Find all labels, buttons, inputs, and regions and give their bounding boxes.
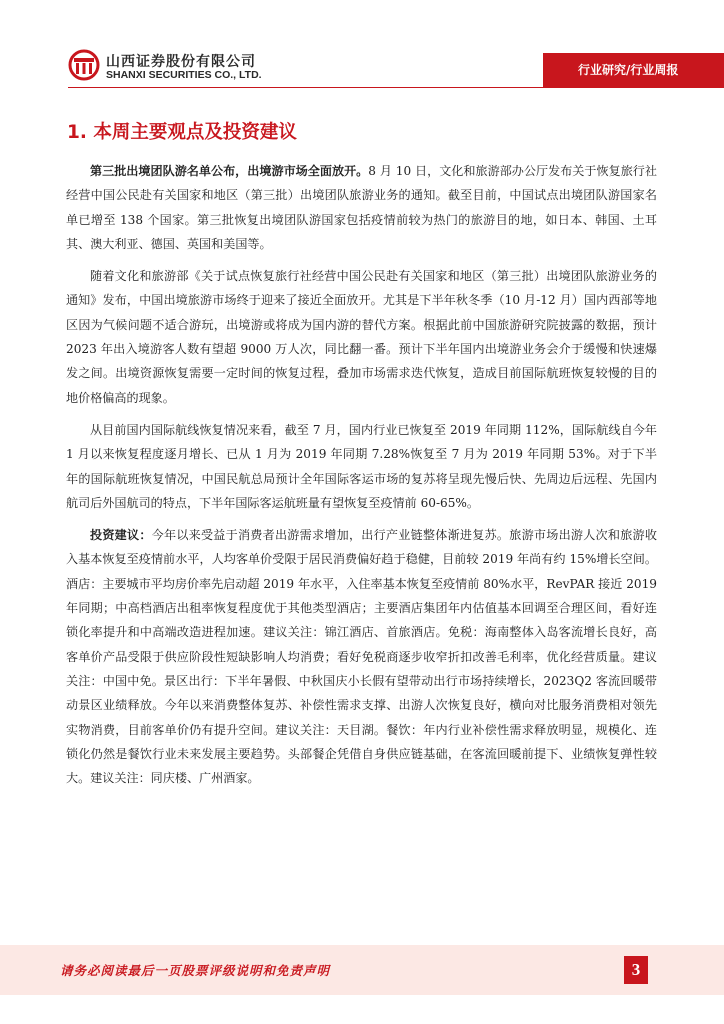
paragraph-body: 8 月 10 日，文化和旅游部办公厅发布关于恢复旅行社经营中国公民赴有关国家和地区（第三批）出境团队旅游业务的通知。截至目前，中国试点出境团队游国家名单已增至 138 个国家。第三批恢复出境团队游国家包括疫情前较为热门的旅游目的地，如日本、韩国、土耳其、澳大利亚、德国、英国和美国等。: [66, 164, 657, 251]
paragraph-2: [66, 264, 657, 410]
page-number: 3: [624, 956, 648, 984]
paragraph-3: [66, 418, 657, 515]
paragraph-body: 今年以来受益于消费者出游需求增加，出行产业链整体渐进复苏。旅游市场出游人次和旅游收入基本恢复至疫情前水平，人均客单价受限于居民消费偏好趋于稳健，目前较 2019 年尚有约 15%增长空间。酒店：主要城市平均房价率先启动超 2019 年水平，入住率基本恢复至疫情前 80%水平，RevPAR 接近 2019 年同期；中高档酒店出租率恢复程度优于其他类型酒店；主要酒店集团年内估值基本回调至合理区间，看好连锁化率提升和中高端改造进程加速。建议关注：锦江酒店、首旅酒店。免税：海南整体入岛客流增长良好，高客单价产品受限于供应阶段性短缺影响人均消费；看好免税商逐步收窄折扣改善毛利率，优化经营质量。建议关注：中国中免。景区出行：下半年暑假、中秋国庆小长假有望带动出行市场持续增长，2023Q2 客流回暖带动景区业绩释放。今年以来消费整体复苏、补偿性需求支撑、出游人次恢复良好，横向对比服务消费相对领先实物消费，目前客单价仍有提升空间。建议关注：天目湖。餐饮：年内行业补偿性需求释放明显，规模化、连锁化仍然是餐饮行业未来发展主要趋势。头部餐企凭借自身供应链基础，在客流回暖前提下、业绩恢复弹性较大。建议关注：同庆楼、广州酒家。: [66, 528, 657, 786]
section-title: 1. 本周主要观点及投资建议: [67, 122, 297, 143]
paragraph-1: [66, 159, 657, 256]
page-footer: [0, 945, 724, 995]
page-header: [0, 0, 724, 112]
header-divider: [68, 87, 724, 88]
paragraph-4: [66, 523, 657, 790]
paragraph-body: 随着文化和旅游部《关于试点恢复旅行社经营中国公民赴有关国家和地区（第三批）出境团队旅游业务的通知》发布，中国出境旅游市场终于迎来了接近全面放开。尤其是下半年秋冬季（10 月-12 月）国内西部等地区因为气候问题不适合游玩，出境游或将成为国内游的替代方案。根据此前中国旅游研究院披露的数据，预计 2023 年出入境游客人数有望超 9000 万人次，同比翻一番。预计下半年国内出境游业务会介于缓慢和快速爆发之间。出境资源恢复需要一定时间的恢复过程，叠加市场需求迭代恢复，造成目前国际航班恢复较慢的目的地价格偏高的现象。: [66, 269, 657, 405]
main-content: [66, 159, 657, 798]
disclaimer-link[interactable]: 请务必阅读最后一页股票评级说明和免责声明: [60, 963, 331, 978]
company-name-en: SHANXI SECURITIES CO., LTD.: [106, 69, 262, 81]
company-name-cn: 山西证券股份有限公司: [106, 54, 256, 70]
paragraph-body: 从目前国内国际航线恢复情况来看，截至 7 月，国内行业已恢复至 2019 年同期 112%，国际航线自今年 1 月以来恢复程度逐月增长、已从 1 月为 2019 年同期 7.28%恢复至 7 月为 2019 年同期 53%。对于下半年的国际航班恢复情况，中国民航总局预计全年国际客运市场的复苏将呈现先慢后快、先周边后远程、先国内航司后外国航司的特点，下半年国际客运航班量有望恢复至疫情前 60-65%。: [66, 422, 657, 510]
company-logo-icon: [68, 49, 100, 81]
paragraph-lead: 投资建议：: [90, 528, 152, 543]
report-type-badge: 行业研究/行业周报: [543, 53, 724, 87]
paragraph-lead: 第三批出境团队游名单公布，出境游市场全面放开。: [90, 164, 369, 178]
